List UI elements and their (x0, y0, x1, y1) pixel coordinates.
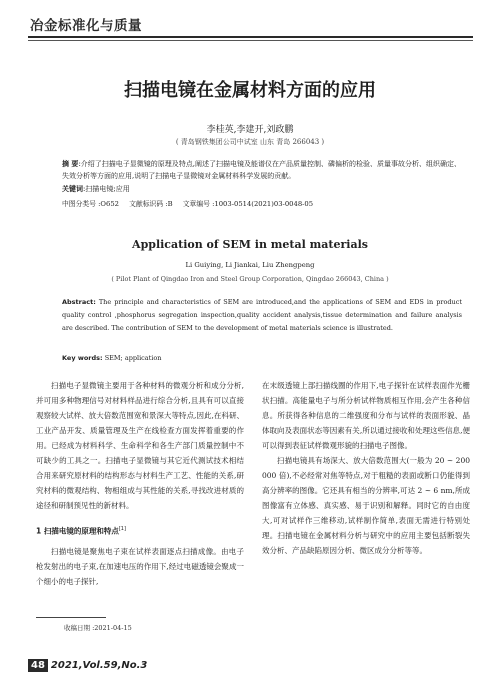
abstract-en-label: Abstract: (62, 298, 96, 306)
keywords-en-label: Key words: (62, 354, 103, 362)
affiliation-en: ( Pilot Plant of Qingdao Iron and Steel Group Corporation, Qingdao 266043, China ) (111, 275, 389, 283)
classification-line (62, 198, 321, 208)
body-paragraph: 扫描电镜是聚焦电子束在试样表面逐点扫描成像。由电子枪发射出的电子束,在加速电压的作用下,经过电磁透镜会聚成一个细小的电子探针, (36, 546, 244, 586)
page-number: 48 (28, 659, 48, 672)
affiliation-cn: ( 青岛钢铁集团公司中试室 山东 青岛 266043 ) (175, 138, 325, 146)
keywords-en (62, 354, 161, 362)
body-column-left (36, 378, 244, 589)
journal-section-title: 冶金标准化与质量 (30, 18, 142, 34)
header-rule (28, 36, 473, 38)
body-paragraph: 在末级透镜上部扫描线圈的作用下,电子探针在试样表面作光栅状扫描。高能量电子与所分析试样物质相互作用,会产生各种信息。所获得各种信息的二维强度和分布与试样的表面形貌、晶体取向及表面状态等因素有关,所以通过接收和处理这些信息,便可以得到表征试样微观形貌的扫描电子图像。 (262, 381, 470, 450)
abstract-cn (62, 158, 462, 182)
authors-cn: 李桂英,李建开,刘政鹏 (206, 125, 294, 135)
body-column-right (262, 378, 470, 558)
body-paragraph: 扫描电子显微镜主要用于各种材料的微观分析和成分分析,并可用多种物理信号对材料样品进行综合分析,且具有可以直接观察较大试样、放大倍数范围宽和景深大等特点,因此,在科研、工业产品开发、质量管理及生产在线检查方面发挥着重要的作用。已经成为材料科学、生命科学和各生产部门质量控制中不可缺少的工具之一。扫描电子显微镜与其它近代测试技术相结合用来研究原材料的结构形态与材料生产工艺、性能的关系,研究材料的微观结构、物相组成与其性能的关系,寻找改进材质的途径和研制预见性的新材料。 (36, 381, 244, 510)
authors-en: Li Guiying, Li Jiankai, Liu Zhengpeng (185, 261, 315, 269)
class-number: 中图分类号 :O652 (62, 200, 119, 208)
doc-code: 文献标识码 :B (129, 200, 173, 208)
journal-issue: 2021,Vol.59,No.3 (50, 660, 148, 671)
article-title-en: Application of SEM in metal materials (132, 238, 368, 251)
abstract-en-text: The principle and characteristics of SEM are introduced,and the applications of SEM and EDS in product quality control ,phosphorus segregation inspection,quality accident analysis,tissue determination and failure analysis are described. The contribution of SEM to the development of metal materials science is illustrated. (62, 298, 462, 332)
header-rule-thin (28, 40, 473, 41)
abstract-cn-text: :介绍了扫描电子显微镜的原理及特点,阐述了扫描电镜及能谱仪在产品质量控制、磷偏析的检验、质量事故分析、组织确定、失效分析等方面的应用,说明了扫描电子显微镜对金属材料科学发展的贡献。 (62, 160, 462, 180)
body-paragraph: 扫描电镜具有场深大、放大倍数范围大(一般为 20 ~ 200 000 倍),不必经常对焦等特点,对于粗糙的表面或断口仍能得到高分辨率的图像。它还具有相当的分辨率,可达 2 ~ 6 nm,所成图像富有立体感、真实感、易于识别和解释。同时它的自由度大,可对试样作三维移动,试样制作简单,表面无需进行特别处理。扫描电镜在金属材料分析与研究中的应用主要包括断裂失效分析、产品缺陷原因分析、微区成分分析等等。 (262, 456, 470, 555)
journal-header (0, 12, 500, 42)
article-id: 文章编号 :1003-0514(2021)03-0048-05 (182, 200, 314, 208)
footnote-received-date: 收稿日期 :2021-04-15 (64, 624, 132, 632)
footnote-rule (36, 617, 106, 618)
article-title-cn: 扫描电镜在金属材料方面的应用 (124, 80, 376, 101)
section-ref: [1] (118, 526, 126, 532)
page-footer (28, 655, 147, 671)
abstract-en (62, 296, 462, 335)
keywords-cn (62, 184, 130, 194)
keywords-cn-text: :扫描电镜;应用 (83, 185, 130, 193)
keywords-cn-label: 关键词 (62, 185, 83, 193)
abstract-cn-label: 摘 要 (62, 160, 79, 168)
keywords-en-text: SEM; application (102, 354, 162, 362)
section-heading (36, 522, 244, 539)
section-heading-text: 1 扫描电镜的原理和特点 (36, 526, 119, 536)
